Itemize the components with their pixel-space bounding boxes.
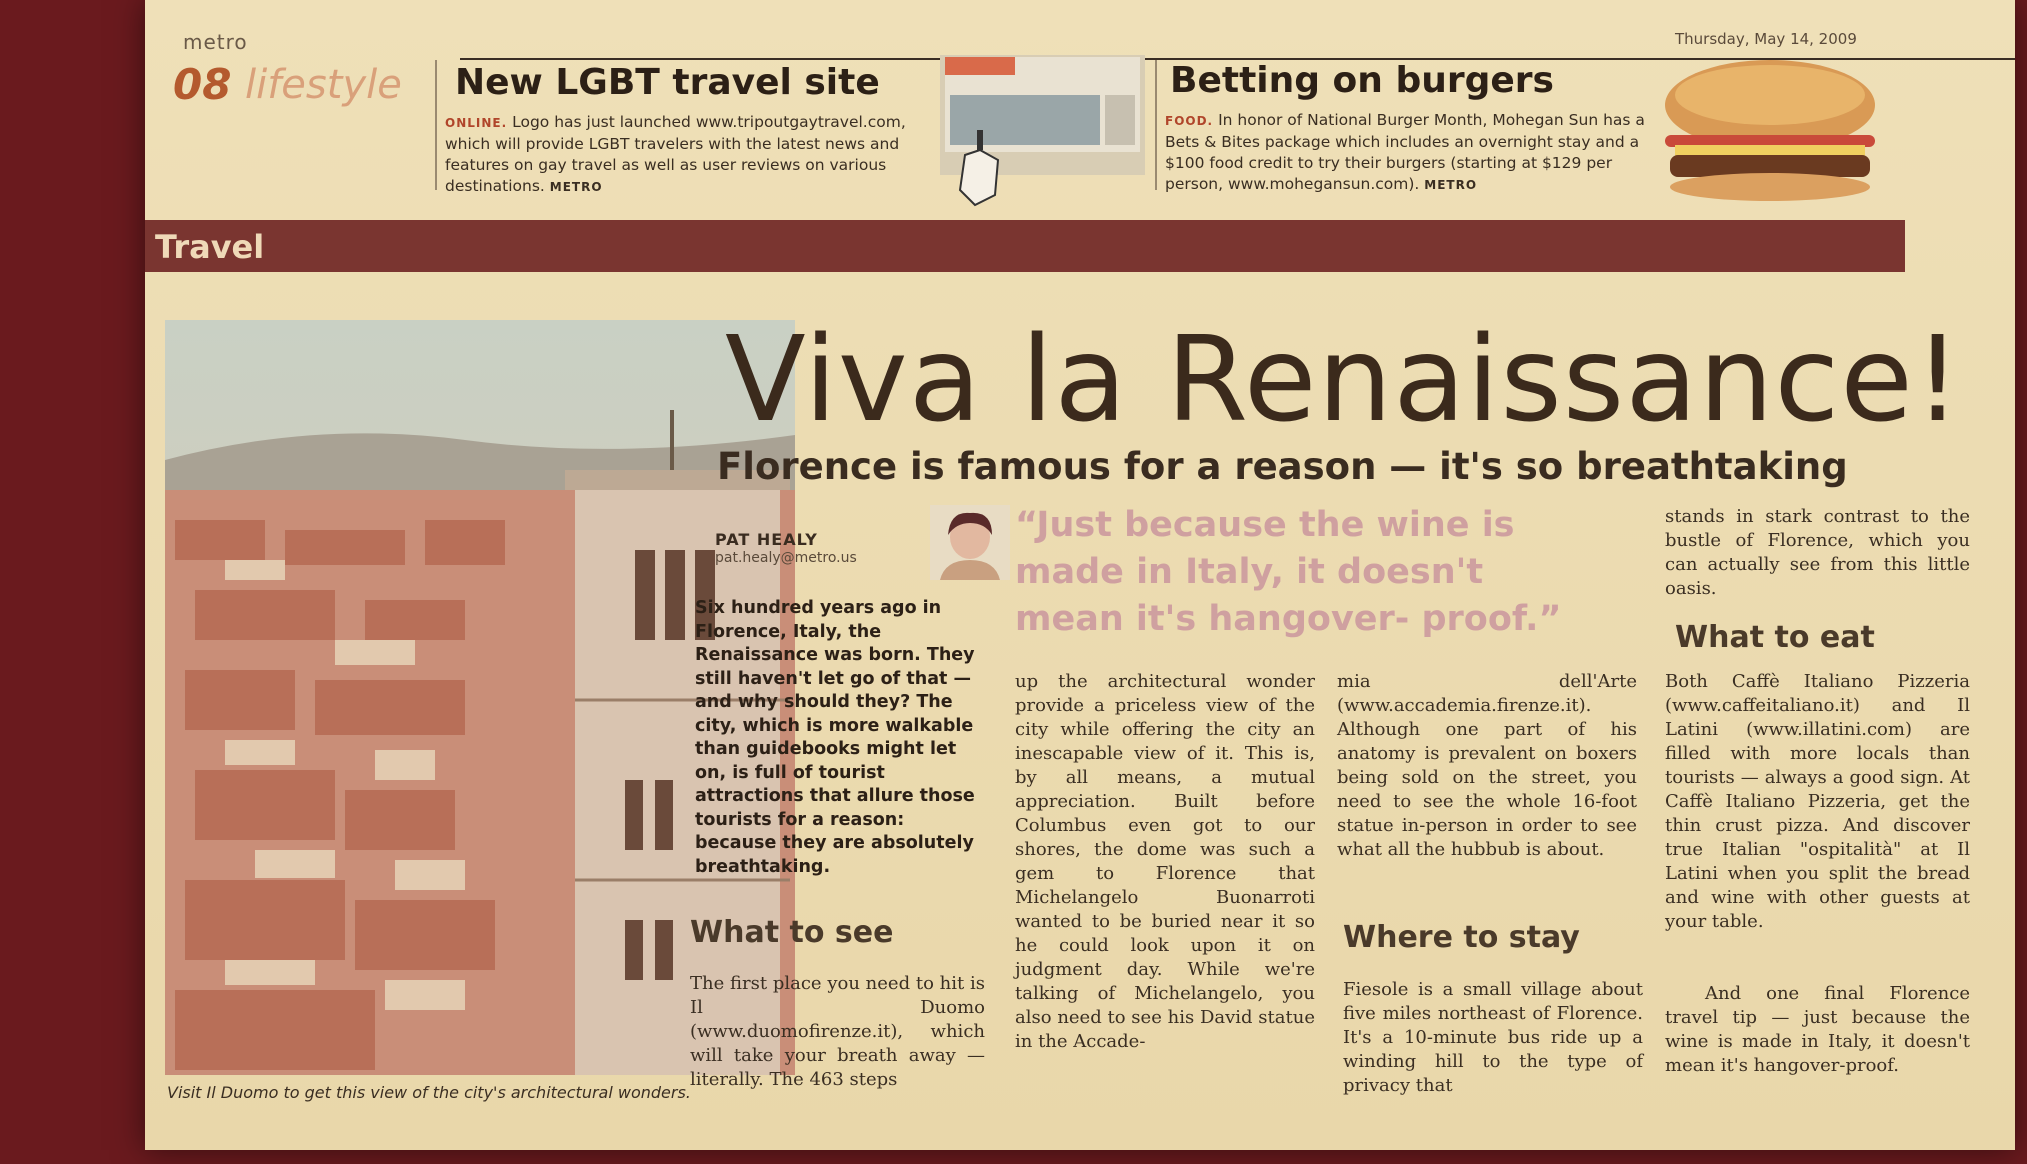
article-column-4-top: stands in stark contrast to the bustle of Florence, which you can actually see from this little oasis.	[1665, 506, 1970, 599]
divider	[435, 60, 437, 190]
teaser-kicker: ONLINE.	[445, 116, 508, 130]
article-column-4-tip: And one final Florence travel tip — just because the wine is made in Italy, it doesn't mean it's hangover-proof.	[1665, 983, 1970, 1076]
teaser-headline: Betting on burgers	[1170, 60, 1554, 101]
author-email: pat.healy@metro.us	[715, 550, 857, 566]
article-column-3-stay: Fiesole is a small village about five miles northeast of Florence. It's a 10-minute bus ride up a winding hill to the type of privacy that	[1343, 979, 1643, 1096]
article-lead: Six hundred years ago in Florence, Italy, the Renaissance was born. They still haven't let go of that — and why should they? The city, which is more walkable than guidebooks might let on, is full of tourist attractions that allure those tourists for a reason: because they are absolutely breathtaking.	[695, 598, 975, 877]
website-thumbnail	[940, 55, 1145, 175]
teaser-headline: New LGBT travel site	[455, 62, 880, 103]
article-column-2: up the architectural wonder provide a priceless view of the city while offering the city an inescapable view of it. This is, by all means, a mutual appreciation. Built before Columbus even got to our shores, the dome was such a gem to Florence that Michelangelo Buonarroti wanted to be buried near it so he could look upon it on judgment day. While we're talking of Michelangelo, you also need to see his David statue in the Accade-	[1015, 671, 1315, 1052]
article-headline: Viva la Renaissance!	[725, 310, 1963, 448]
article-column-1: The first place you need to hit is Il Duomo (www.duomofirenze.it), which will take your breath away — literally. The 463 steps	[690, 973, 985, 1090]
teaser-kicker: FOOD.	[1165, 114, 1214, 128]
newspaper-page	[145, 0, 2015, 1150]
article-column-4-eat: Both Caffè Italiano Pizzeria (www.caffeitaliano.it) and Il Latini (www.illatini.com) are filled with more locals than tourists — always a good sign. At Caffè Italiano Pizzeria, get the thin crust pizza. And discover true Italian "ospitalità" at Il Latini when you split the bread and wine with other guests at your table.	[1665, 671, 1970, 932]
brand-name: metro	[183, 30, 248, 54]
teaser-body	[1165, 110, 1650, 196]
section-bar	[145, 220, 1905, 272]
section-number: 08	[173, 60, 232, 109]
teaser-body	[445, 112, 915, 198]
pull-quote: “Just because the wine is made in Italy, it doesn't mean it's hangover- proof.”	[1015, 505, 1562, 639]
divider	[1155, 60, 1157, 190]
article-column-3: mia dell'Arte (www.accademia.firenze.it). Although one part of his anatomy is prevalent on boxers being sold on the street, you need to see the whole 16-foot statue in-person in order to see what all the hubbub is about.	[1337, 671, 1637, 860]
burger-image	[1655, 55, 1885, 205]
teaser-credit: METRO	[1424, 178, 1478, 192]
teaser-text: In honor of National Burger Month, Mohegan Sun has a Bets & Bites package which includes an overnight stay and a $100 food credit to try their burgers (starting at $129 per person, www.mohegansun.com).	[1165, 111, 1645, 193]
author-avatar	[930, 505, 1010, 580]
subhead-what-to-eat: What to eat	[1675, 620, 1875, 655]
subhead-what-to-see: What to see	[690, 915, 894, 950]
article-deck: Florence is famous for a reason — it's so breathtaking	[717, 445, 1848, 488]
subhead-where-to-stay: Where to stay	[1343, 920, 1580, 955]
section-name: lifestyle	[245, 62, 402, 108]
author-name: PAT HEALY	[715, 530, 818, 549]
teaser-text: Logo has just launched www.tripoutgaytravel.com, which will provide LGBT travelers with the latest news and features on gay travel as well as user reviews on various destinations.	[445, 113, 906, 195]
teaser-credit: METRO	[549, 180, 603, 194]
issue-date: Thursday, May 14, 2009	[1675, 30, 1857, 48]
section-bar-label: Travel	[155, 228, 265, 266]
photo-caption: Visit Il Duomo to get this view of the city's architectural wonders.	[167, 1083, 691, 1102]
